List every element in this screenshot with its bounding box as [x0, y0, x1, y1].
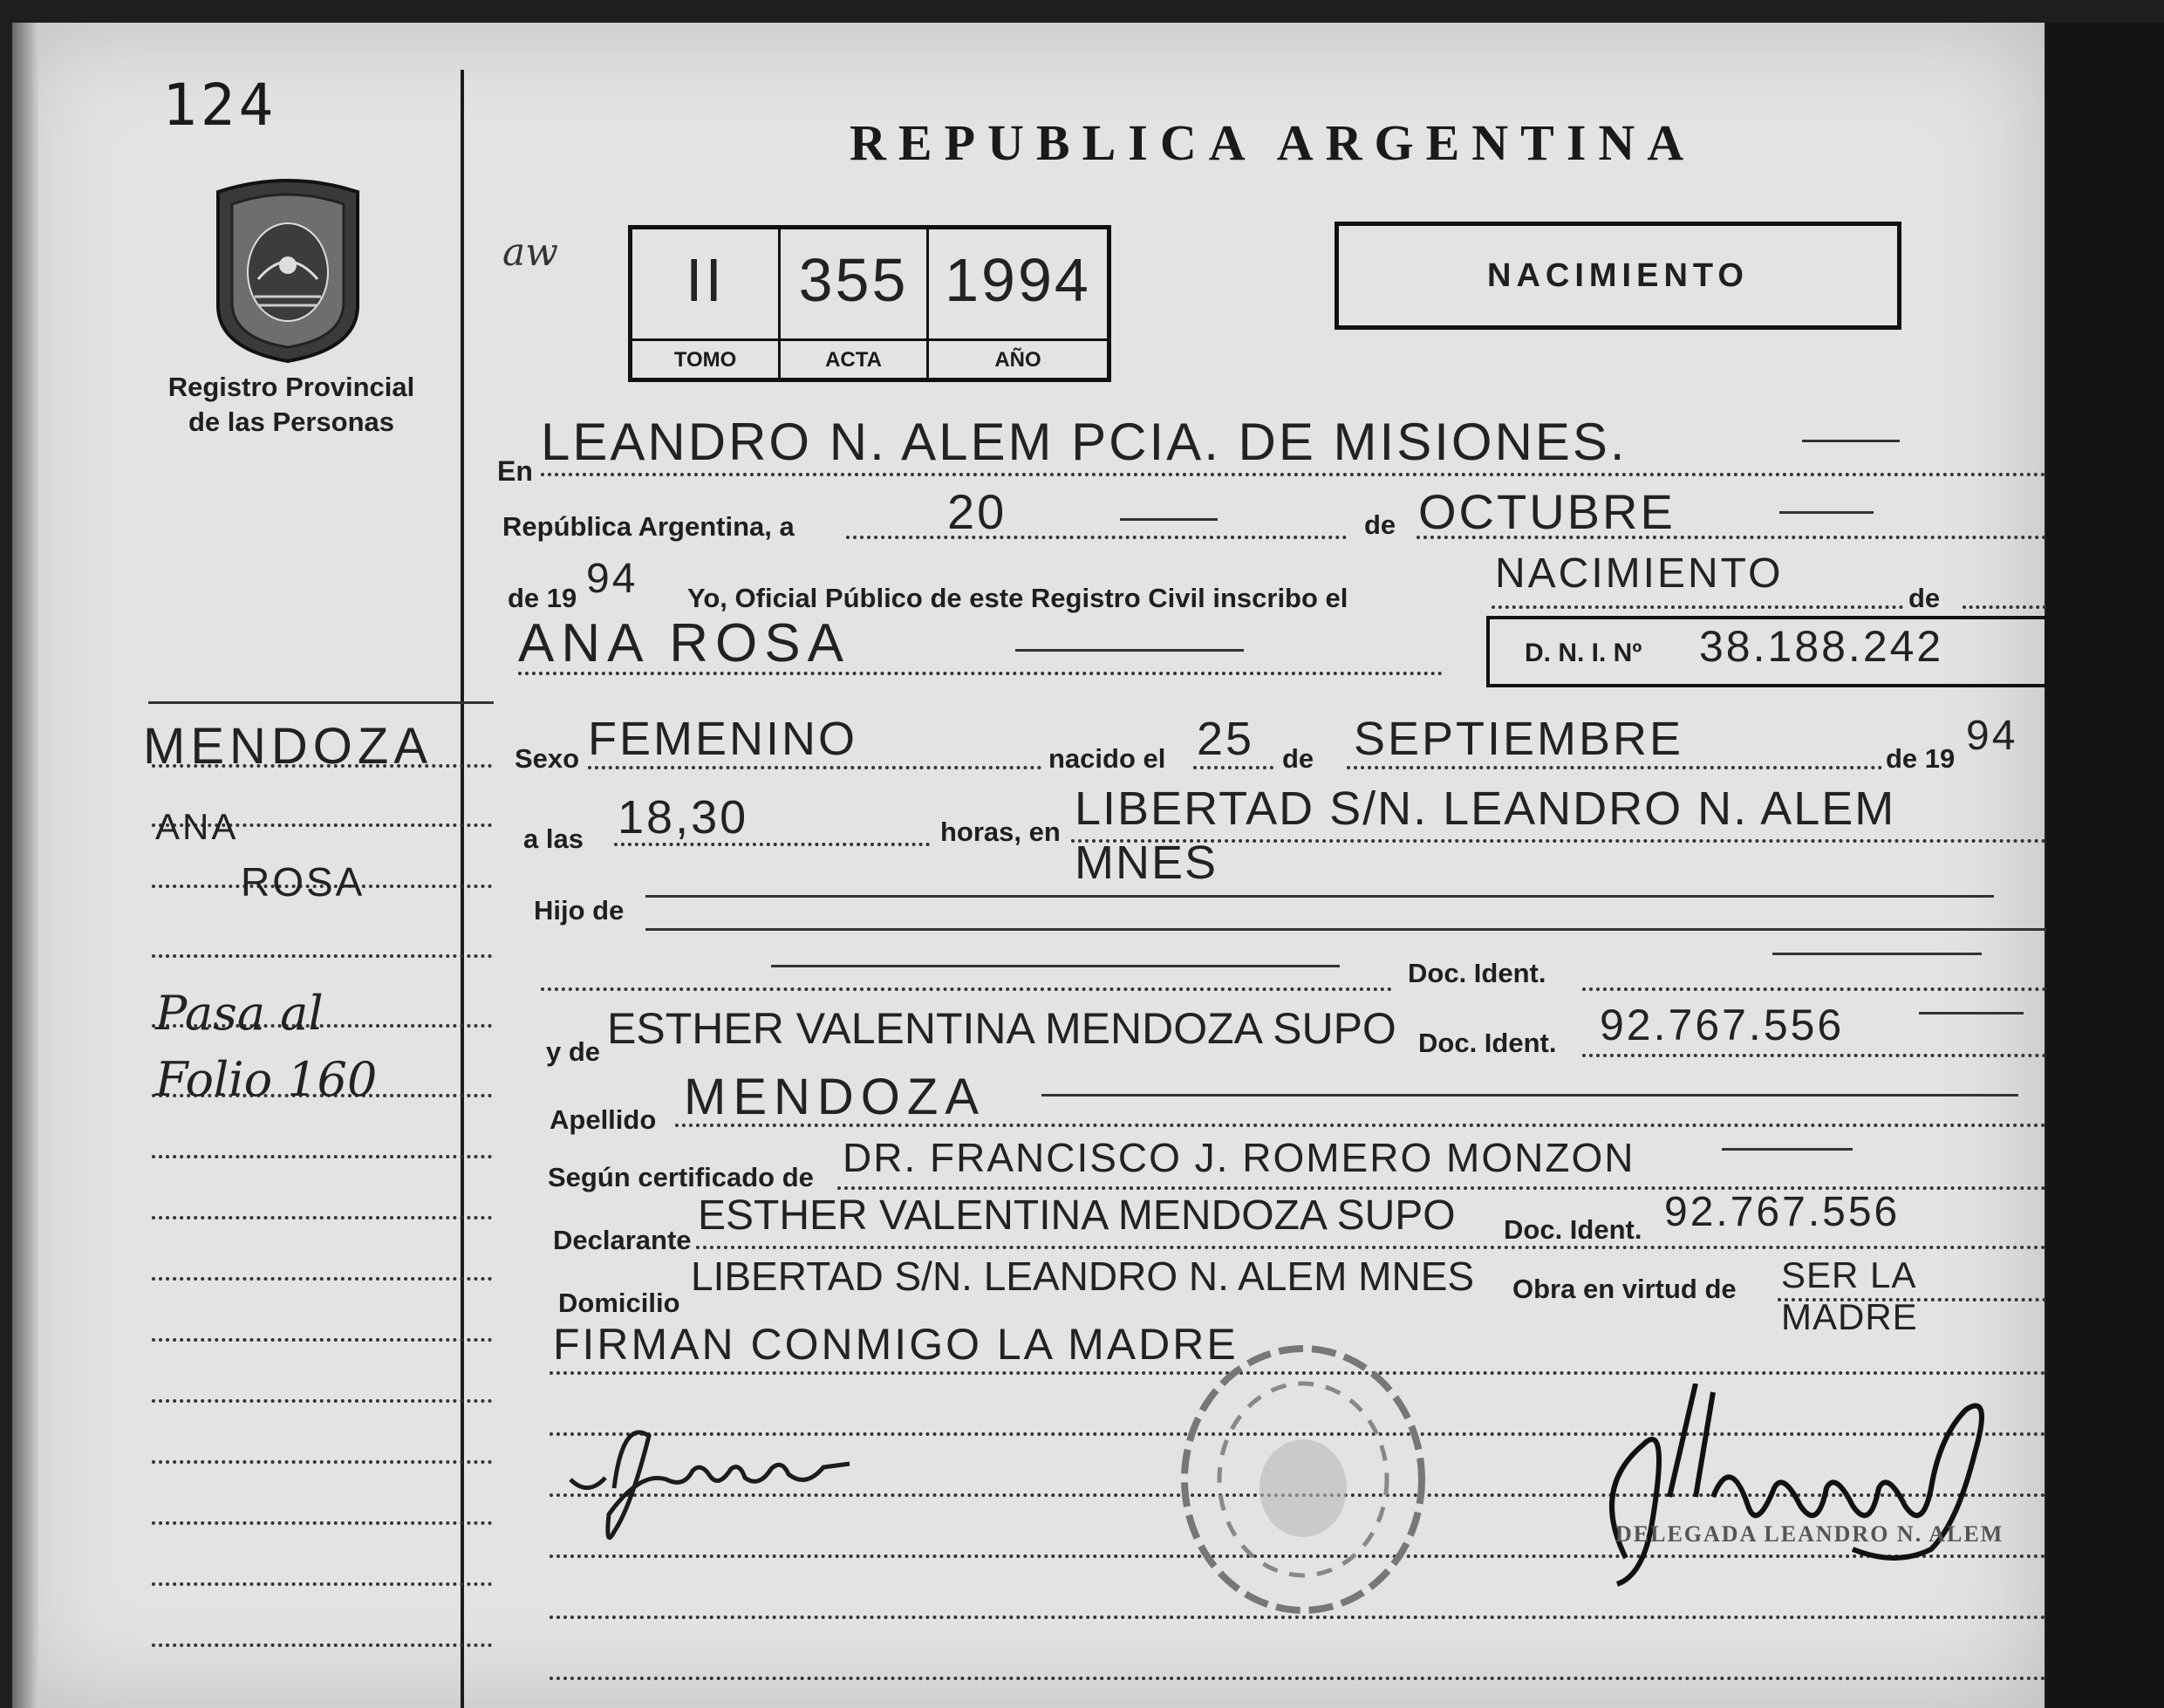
registry-name [143, 370, 440, 440]
mother-doc: 92.767.556 [1600, 1001, 1845, 1049]
cell-divider [632, 338, 778, 341]
sexo-value: FEMENINO [588, 713, 858, 765]
birth-month-line [1347, 766, 1882, 769]
yde-label: y de [546, 1036, 601, 1067]
event-written: NACIMIENTO [1495, 550, 1784, 597]
de-label: de [1364, 509, 1396, 540]
officer-text: Yo, Oficial Público de este Registro Civil inscribo el [687, 583, 1348, 613]
hijo-line-2 [645, 928, 2046, 931]
apellido-label: Apellido [550, 1104, 657, 1135]
acta-value: 355 [798, 246, 909, 314]
event-line [1492, 605, 1903, 609]
dni-label: D. N. I. Nº [1525, 639, 1642, 667]
birth-day: 25 [1197, 713, 1255, 765]
filler-dash [1802, 440, 1900, 442]
de-label-3: de [1282, 743, 1314, 774]
acta-cell [781, 229, 929, 378]
day-value: 20 [947, 484, 1007, 539]
firman-text: FIRMAN CONMIGO LA MADRE [553, 1320, 1239, 1369]
sidebar-surname: MENDOZA [143, 718, 433, 775]
father-doc-line [1582, 987, 2046, 991]
ano-value: 1994 [945, 246, 1091, 314]
sidebar-line [152, 1460, 492, 1464]
ano-cell [929, 229, 1107, 378]
declarante-line [696, 1246, 2046, 1249]
mother-signature [553, 1383, 867, 1558]
hijo-line-1 [645, 895, 1994, 898]
mother-doc-label: Doc. Ident. [1418, 1028, 1557, 1058]
sidebar-line [152, 1277, 492, 1281]
filler-dash [1919, 1012, 2024, 1015]
obra-value: SER LA MADRE [1781, 1254, 1918, 1337]
apellido-solidline [1041, 1094, 2018, 1097]
year-prefix: de 19 [508, 583, 577, 613]
ano-label: AÑO [994, 348, 1041, 372]
birth-time-line [614, 843, 930, 846]
hijo-label: Hijo de [534, 895, 625, 926]
margin-note: aw [502, 230, 558, 275]
apellido-line [675, 1124, 2046, 1127]
place-value: LEANDRO N. ALEM PCIA. DE MISIONES. [541, 413, 1628, 471]
doc-ident-label: Doc. Ident. [1408, 958, 1546, 988]
sidebar-line [152, 1582, 492, 1586]
header-title: REPUBLICA ARGENTINA [850, 114, 1696, 171]
horas-label: horas, en [940, 816, 1061, 847]
sidebar-line [152, 1399, 492, 1403]
apellido-value: MENDOZA [684, 1069, 986, 1125]
cell-divider [929, 338, 1107, 341]
sidebar-line [152, 1155, 492, 1158]
tomo-value: II [686, 246, 725, 314]
provincial-seal-icon [209, 174, 366, 366]
de-label-2: de [1908, 583, 1941, 613]
tomo-label: TOMO [673, 348, 737, 372]
registry-name-line-1: Registro Provincial [167, 372, 415, 402]
birth-year-suffix: 94 [1966, 713, 2018, 759]
blank-line [550, 1677, 2046, 1680]
birth-year-prefix: de 19 [1886, 743, 1956, 774]
mother-name: ESTHER VALENTINA MENDOZA SUPO [607, 1004, 1396, 1053]
segun-label: Según certificado de [548, 1162, 814, 1192]
officer-signature [1521, 1383, 2027, 1602]
year-suffix: 94 [586, 556, 638, 602]
declarante-name: ESTHER VALENTINA MENDOZA SUPO [698, 1192, 1456, 1239]
act-number-box [628, 225, 1111, 382]
republica-label: República Argentina, a [502, 511, 795, 542]
sidebar-line [152, 1338, 492, 1342]
sidebar-note-2: Folio 160 [155, 1052, 378, 1107]
declarante-label: Declarante [553, 1225, 692, 1255]
father-dotline [541, 987, 1392, 991]
certificate-by: DR. FRANCISCO J. ROMERO MONZON [843, 1135, 1635, 1180]
acta-label: ACTA [825, 348, 882, 372]
day-line [846, 536, 1347, 539]
obra-line [1778, 1298, 2046, 1301]
sidebar-note-1: Pasa al [155, 986, 324, 1041]
sexo-label: Sexo [515, 743, 580, 774]
place-line [541, 473, 2046, 476]
dni-box [1486, 616, 2048, 687]
month-value: OCTUBRE [1418, 484, 1676, 539]
filler-dash [1722, 1148, 1853, 1151]
sexo-line [588, 766, 1041, 769]
birth-time: 18,30 [618, 791, 749, 844]
filler-dash [1120, 518, 1218, 521]
official-stamp [1172, 1340, 1434, 1619]
book-spine [12, 23, 38, 1708]
en-label: En [497, 455, 533, 487]
sidebar-line [152, 954, 492, 958]
declarante-doc-label: Doc. Ident. [1504, 1214, 1642, 1245]
register-page [12, 23, 2045, 1708]
dni-value: 38.188.242 [1699, 622, 1944, 671]
cell-divider [781, 338, 926, 341]
domicilio-value: LIBERTAD S/N. LEANDRO N. ALEM MNES [691, 1254, 1475, 1299]
sidebar-top-rule [148, 701, 494, 704]
birth-month: SEPTIEMBRE [1354, 713, 1684, 765]
event-type-box [1335, 222, 1901, 330]
birth-day-line [1193, 766, 1273, 769]
sidebar-given-name-2: ROSA [241, 859, 365, 905]
birth-place: LIBERTAD S/N. LEANDRO N. ALEM MNES [1075, 782, 1896, 889]
tomo-cell [632, 229, 781, 378]
declarante-doc: 92.767.556 [1664, 1189, 1901, 1235]
month-line [1416, 536, 2046, 539]
folio-number: 124 [162, 72, 277, 139]
birth-place-line [1071, 839, 2046, 843]
filler-dash [1015, 649, 1244, 652]
officer-stamp-text: DELEGADA LEANDRO N. ALEM [1615, 1521, 2004, 1547]
child-name: ANA ROSA [518, 613, 850, 673]
sidebar-line [152, 1521, 492, 1525]
obra-label: Obra en virtud de [1512, 1274, 1737, 1304]
child-name-line [518, 672, 1443, 675]
sidebar-line [152, 1216, 492, 1220]
registry-name-line-2: de las Personas [188, 407, 395, 437]
de-line [1963, 605, 2046, 609]
sidebar-given-name-1: ANA [155, 806, 239, 847]
nacido-label: nacido el [1048, 743, 1166, 774]
filler-dash [1779, 511, 1874, 514]
event-type: NACIMIENTO [1487, 257, 1749, 294]
father-name-line [771, 965, 1340, 967]
sidebar-line [152, 1643, 492, 1647]
page-edge-shadow [2046, 23, 2164, 1708]
mother-doc-line [1582, 1054, 2046, 1057]
filler-dash [1772, 953, 1982, 955]
alas-label: a las [523, 823, 584, 854]
domicilio-label: Domicilio [558, 1288, 680, 1318]
